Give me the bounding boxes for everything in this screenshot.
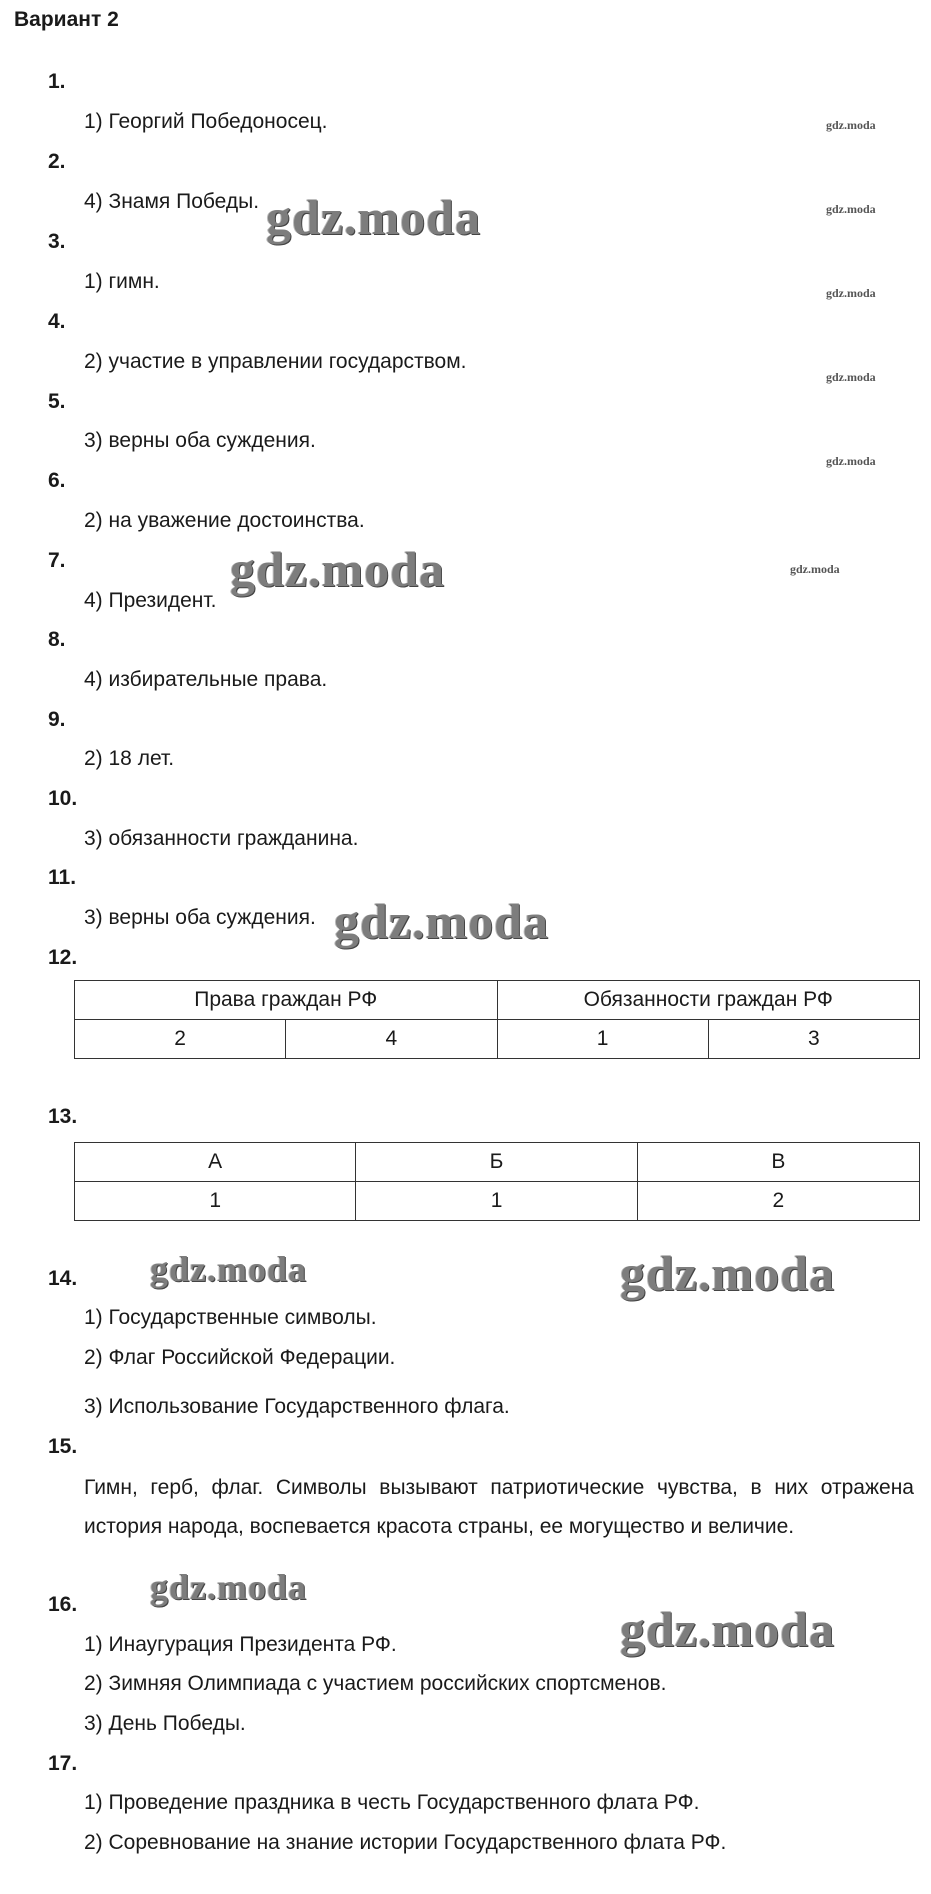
watermark: gdz.moda [620, 1245, 835, 1301]
answer-line: 4) Знамя Победы. [84, 190, 260, 213]
answer-line: 3) верны оба суждения. [84, 429, 316, 452]
table-cell: 4 [286, 1020, 497, 1059]
answer-line: 3) обязанности гражданина. [84, 827, 359, 850]
table-header-cell: Б [356, 1143, 637, 1182]
answer-line: 2) на уважение достоинства. [84, 509, 365, 532]
question-number: 4. [48, 310, 66, 333]
question-number: 5. [48, 390, 66, 413]
answer-line: 1) Инаугурация Президента РФ. [84, 1633, 397, 1656]
watermark: gdz.moda [620, 1601, 835, 1657]
rights-duties-table [74, 980, 920, 1059]
table-cell: 1 [75, 1182, 356, 1221]
watermark: gdz.moda [230, 541, 445, 597]
watermark: gdz.moda [150, 1567, 308, 1607]
matching-table [74, 1142, 920, 1221]
answer-line: 2) Соревнование на знание истории Государственного флата РФ. [84, 1831, 727, 1854]
table-cell: 1 [356, 1182, 637, 1221]
watermark: gdz.moda [826, 286, 876, 300]
watermark: gdz.moda [826, 118, 876, 132]
watermark: gdz.moda [826, 202, 876, 216]
watermark: gdz.moda [826, 370, 876, 384]
watermark: gdz.moda [826, 454, 876, 468]
question-number: 7. [48, 549, 66, 572]
watermark: gdz.moda [266, 189, 481, 245]
answer-line: 2) Зимняя Олимпиада с участием российских спортсменов. [84, 1672, 667, 1695]
answer-line: 3) Использование Государственного флага. [84, 1395, 510, 1418]
answer-line: 2) участие в управлении государством. [84, 350, 467, 373]
question-number: 2. [48, 150, 66, 173]
answer-line: 4) избирательные права. [84, 668, 328, 691]
question-number: 3. [48, 230, 66, 253]
table-cell: 2 [637, 1182, 919, 1221]
answer-line: 2) 18 лет. [84, 747, 175, 770]
table-cell: 2 [75, 1020, 286, 1059]
answer-line: 1) Государственные символы. [84, 1306, 377, 1329]
question-number: 15. [48, 1435, 78, 1458]
answer-line: 3) верны оба суждения. [84, 906, 316, 929]
question-number: 9. [48, 708, 66, 731]
table-cell: 3 [708, 1020, 919, 1059]
answer-line: 1) Георгий Победоносец. [84, 110, 328, 133]
answer-line: 3) День Победы. [84, 1712, 246, 1735]
table-header-cell: В [637, 1143, 919, 1182]
question-number: 13. [48, 1105, 78, 1128]
answer-line: 1) Проведение праздника в честь Государственного флата РФ. [84, 1791, 700, 1814]
table-header-cell: Обязанности граждан РФ [497, 981, 920, 1020]
question-number: 11. [48, 866, 77, 889]
watermark: gdz.moda [150, 1249, 308, 1289]
question-number: 1. [48, 70, 66, 93]
question-number: 6. [48, 469, 66, 492]
table-header-cell: Права граждан РФ [75, 981, 498, 1020]
question-number: 8. [48, 628, 66, 651]
watermark: gdz.moda [790, 562, 840, 576]
table-cell: 1 [497, 1020, 708, 1059]
question-number: 12. [48, 946, 78, 969]
question-number: 17. [48, 1752, 78, 1775]
question-number: 14. [48, 1267, 78, 1290]
table-header-cell: А [75, 1143, 356, 1182]
question-number: 10. [48, 787, 78, 810]
page-title: Вариант 2 [14, 8, 119, 31]
watermark: gdz.moda [334, 893, 549, 949]
answer-line: 2) Флаг Российской Федерации. [84, 1346, 396, 1369]
question-number: 16. [48, 1593, 78, 1616]
answer-line: 4) Президент. [84, 589, 217, 612]
answer-paragraph: Гимн, герб, флаг. Символы вызывают патриотические чувства, в них отражена история народа, воспевается красота страны, ее могущество и величие. [84, 1476, 914, 1538]
answer-line: 1) гимн. [84, 270, 160, 293]
